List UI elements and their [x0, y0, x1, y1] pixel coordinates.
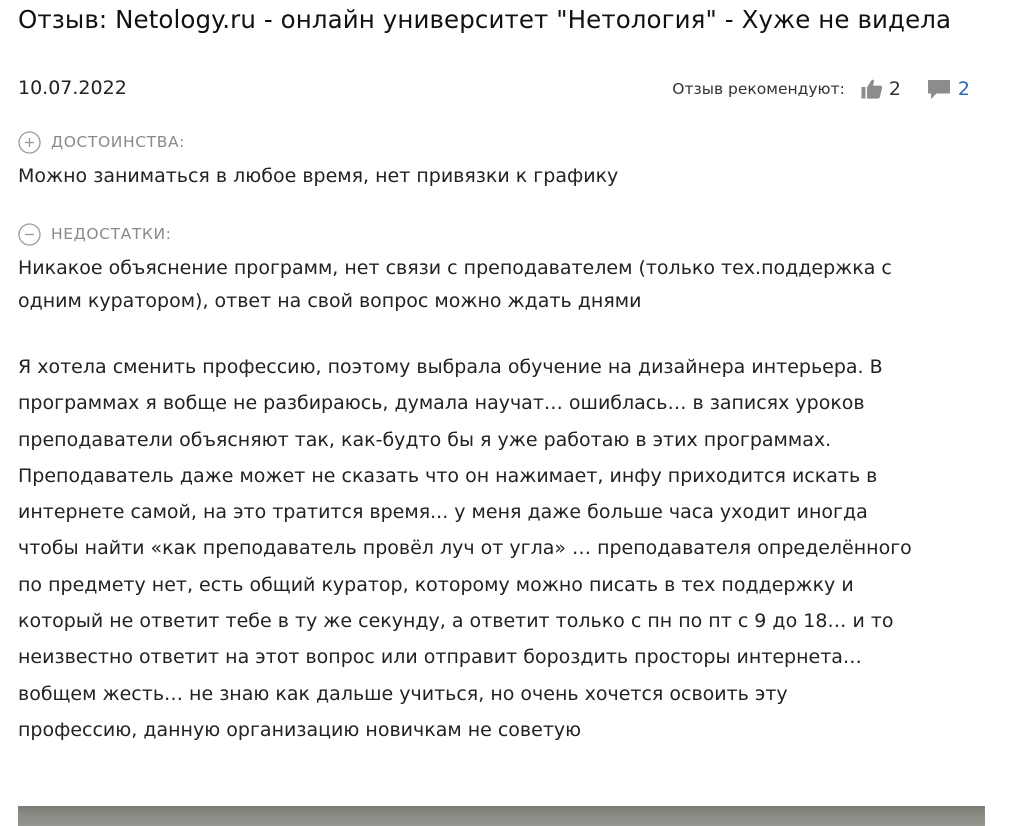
recommend-block	[672, 74, 970, 104]
review-body-line: чтобы найти «как преподаватель провёл луч от угла» … преподавателя определённого	[18, 537, 912, 560]
review-body-line: по предмету нет, есть общий куратор, которому можно писать в тех поддержку и	[18, 573, 854, 596]
comment-count[interactable]: 2	[957, 78, 970, 100]
recommend-label: Отзыв рекомендуют:	[672, 80, 845, 98]
pros-heading	[18, 129, 185, 155]
cons-label: НЕДОСТАТКИ:	[51, 225, 172, 243]
review-body-line: который не ответит тебе в ту же секунду, а ответит только с пн по пт с 9 до 18… и то	[18, 610, 894, 633]
like-count: 2	[888, 78, 901, 100]
review-body-line: Я хотела сменить профессию, поэтому выбрала обучение на дизайнера интерьера. В	[18, 356, 883, 378]
minus-circle-icon	[18, 223, 51, 246]
review-photo[interactable]	[18, 806, 985, 826]
review-body-line: Преподаватель даже может не сказать что он нажимает, инфу приходится искать в	[18, 464, 878, 487]
like-button[interactable]	[861, 78, 901, 100]
review-body-line: преподаватели объясняют так, как-будто бы я уже работаю в этих программах.	[18, 428, 832, 451]
review-body-line: интернете самой, на это тратится время... у меня даже больше часа уходит иногда	[18, 501, 868, 524]
thumbs-up-icon	[861, 79, 883, 99]
plus-circle-icon	[18, 131, 51, 154]
cons-text	[18, 252, 1008, 318]
comment-bubble-icon	[927, 79, 951, 100]
review-body-line: профессию, данную организацию новичкам не советую	[18, 718, 582, 741]
pros-label: ДОСТОИНСТВА:	[51, 133, 186, 151]
pros-text: Можно заниматься в любое время, нет привязки к графику	[18, 165, 619, 187]
review-body-line: неизвестно ответит на этот вопрос или отправит бороздить просторы интернета…	[18, 646, 862, 669]
review-meta	[18, 74, 970, 104]
cons-heading	[18, 221, 172, 247]
cons-line: Никакое объяснение программ, нет связи с преподавателем (только тех.поддержка с	[18, 257, 892, 279]
review-date: 10.07.2022	[18, 77, 127, 99]
review-body	[18, 349, 1008, 748]
review-body-line: вобщем жесть… не знаю как дальше учиться, но очень хочется освоить эту	[18, 682, 788, 705]
review-body-line: программах я вобще не разбираюсь, думала научат… ошиблась… в записях уроков	[18, 392, 865, 415]
review-title: Отзыв: Netology.ru - онлайн университет "Нетология" - Хуже не видела	[18, 5, 952, 34]
cons-line: одним куратором), ответ на свой вопрос можно ждать днями	[18, 290, 642, 312]
comments-link[interactable]	[927, 78, 970, 100]
